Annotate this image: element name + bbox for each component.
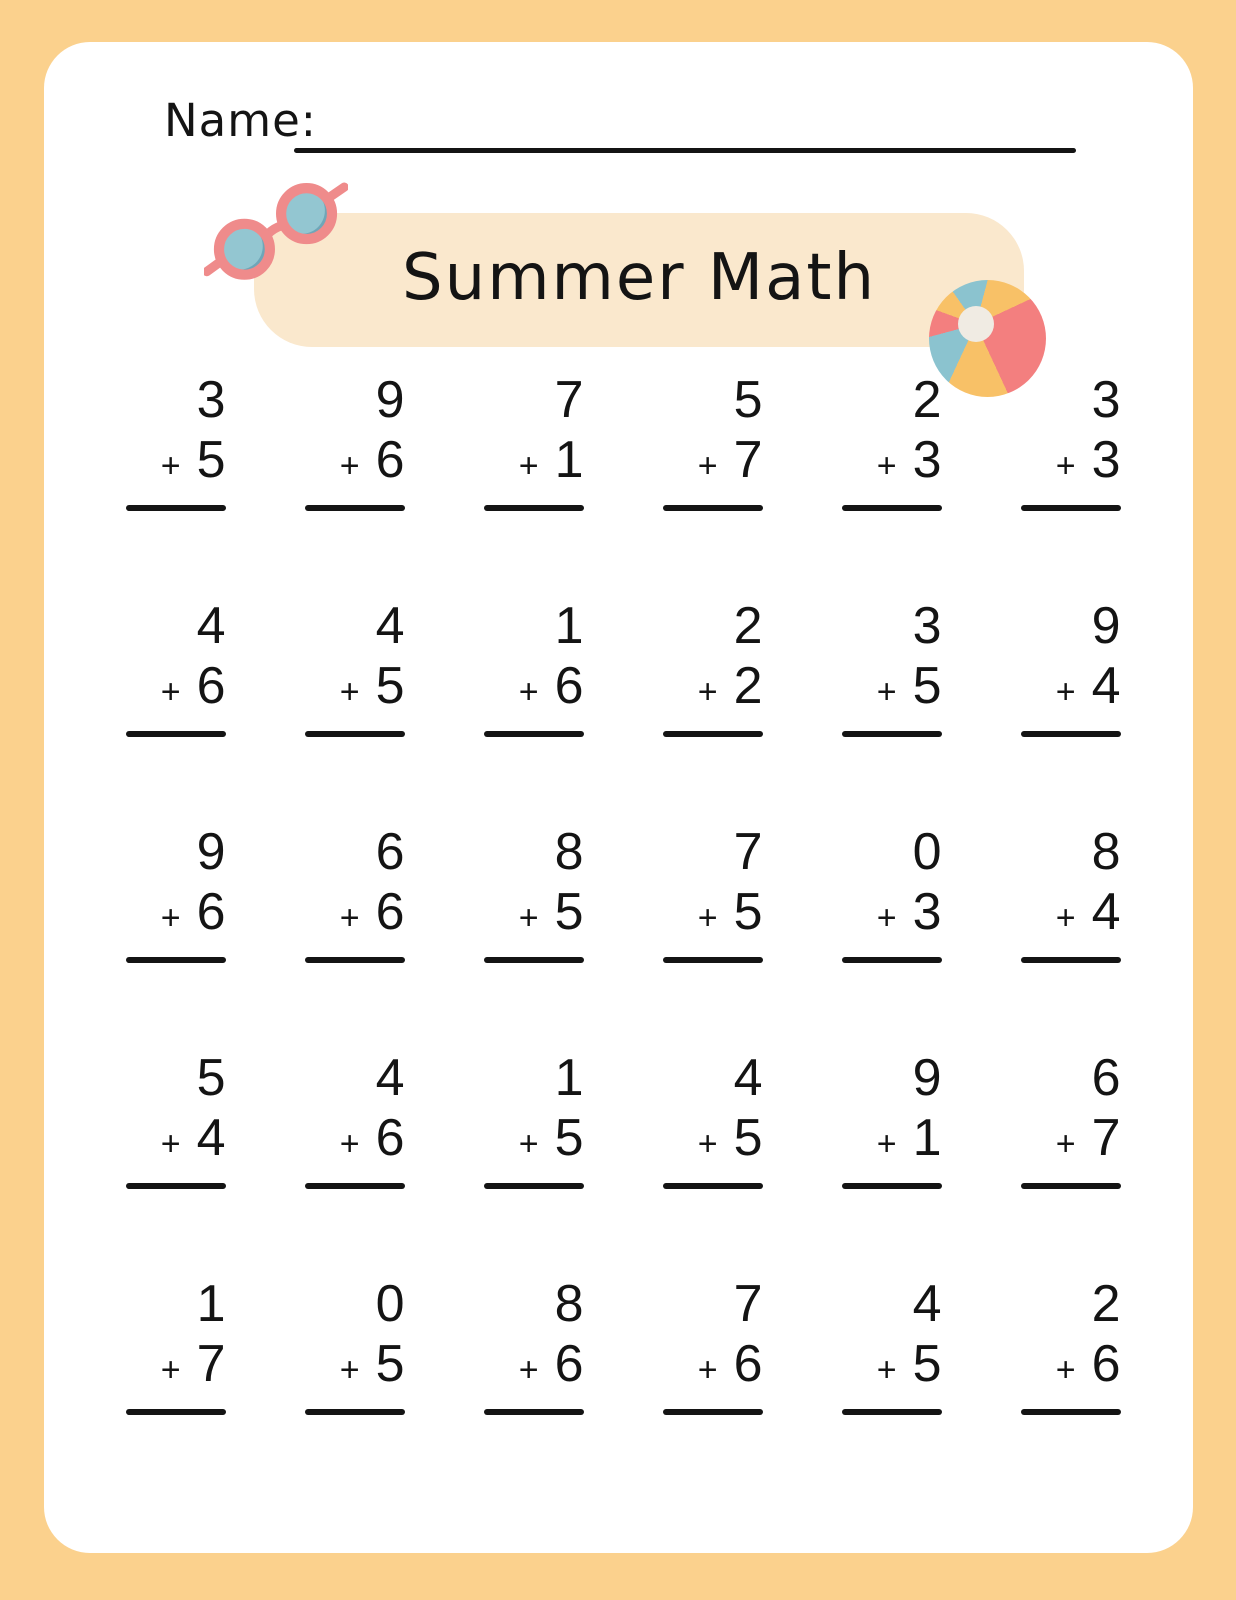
plus-sign: +	[697, 447, 718, 485]
addend-bottom: 5	[912, 1335, 942, 1393]
addend-bottom-row	[842, 1334, 942, 1400]
addend-bottom-row	[305, 430, 405, 496]
addition-problem	[663, 1274, 763, 1415]
addend-bottom-row	[484, 430, 584, 496]
plus-sign: +	[518, 673, 539, 711]
plus-sign: +	[876, 673, 897, 711]
addition-problem	[484, 596, 584, 737]
plus-sign: +	[518, 899, 539, 937]
answer-line	[305, 505, 405, 511]
addend-bottom: 6	[733, 1335, 763, 1393]
addend-top: 8	[1091, 823, 1121, 881]
addend-bottom-row	[663, 1334, 763, 1400]
answer-line	[305, 1183, 405, 1189]
plus-sign: +	[518, 447, 539, 485]
plus-sign: +	[339, 673, 360, 711]
answer-line	[484, 1183, 584, 1189]
addition-problem	[1021, 370, 1121, 511]
addition-problem	[484, 1274, 584, 1415]
addend-bottom-row	[484, 656, 584, 722]
addend-bottom: 6	[375, 1109, 405, 1167]
addend-bottom-row	[126, 1108, 226, 1174]
addition-problem	[305, 596, 405, 737]
plus-sign: +	[160, 447, 181, 485]
answer-line	[1021, 505, 1121, 511]
plus-sign: +	[160, 673, 181, 711]
addend-bottom: 1	[912, 1109, 942, 1167]
addend-bottom-row	[305, 1108, 405, 1174]
addend-bottom: 4	[196, 1109, 226, 1167]
plus-sign: +	[697, 1351, 718, 1389]
plus-sign: +	[160, 1125, 181, 1163]
addend-bottom-row	[484, 882, 584, 948]
answer-line	[126, 957, 226, 963]
addend-bottom-row	[842, 430, 942, 496]
addition-problem	[305, 1048, 405, 1189]
worksheet-card	[44, 42, 1193, 1553]
addend-bottom: 3	[912, 431, 942, 489]
plus-sign: +	[697, 673, 718, 711]
addition-problem	[126, 822, 226, 963]
addend-bottom-row	[1021, 430, 1121, 496]
plus-sign: +	[876, 1351, 897, 1389]
addend-bottom-row	[842, 656, 942, 722]
addition-problem	[663, 370, 763, 511]
addend-top: 9	[1091, 597, 1121, 655]
plus-sign: +	[339, 447, 360, 485]
plus-sign: +	[518, 1125, 539, 1163]
addend-bottom: 7	[1091, 1109, 1121, 1167]
addend-bottom: 1	[554, 431, 584, 489]
addend-top: 8	[554, 1275, 584, 1333]
addition-problem	[126, 596, 226, 737]
plus-sign: +	[339, 1125, 360, 1163]
plus-sign: +	[160, 1351, 181, 1389]
addend-bottom: 7	[196, 1335, 226, 1393]
addend-top: 1	[554, 1049, 584, 1107]
addend-top: 7	[554, 371, 584, 429]
answer-line	[1021, 1183, 1121, 1189]
addend-bottom: 6	[196, 883, 226, 941]
addend-top: 6	[375, 823, 405, 881]
addend-bottom-row	[126, 430, 226, 496]
addition-problem	[484, 822, 584, 963]
addition-problem	[842, 370, 942, 511]
answer-line	[1021, 731, 1121, 737]
name-label: Name:	[164, 94, 317, 147]
addend-bottom-row	[484, 1334, 584, 1400]
addend-top: 9	[912, 1049, 942, 1107]
addend-bottom-row	[484, 1108, 584, 1174]
plus-sign: +	[160, 899, 181, 937]
addition-problem	[1021, 1048, 1121, 1189]
answer-line	[305, 731, 405, 737]
plus-sign: +	[518, 1351, 539, 1389]
addend-top: 2	[733, 597, 763, 655]
addend-bottom: 6	[554, 1335, 584, 1393]
addition-problem	[1021, 596, 1121, 737]
addend-bottom-row	[305, 1334, 405, 1400]
addition-problem	[126, 1048, 226, 1189]
plus-sign: +	[1055, 1351, 1076, 1389]
addend-bottom: 5	[375, 1335, 405, 1393]
answer-line	[842, 731, 942, 737]
answer-line	[126, 505, 226, 511]
addend-top: 9	[375, 371, 405, 429]
addend-bottom: 3	[1091, 431, 1121, 489]
addend-bottom: 5	[554, 883, 584, 941]
addend-bottom-row	[663, 882, 763, 948]
answer-line	[663, 1409, 763, 1415]
addition-problem	[305, 370, 405, 511]
addend-top: 3	[1091, 371, 1121, 429]
answer-line	[484, 731, 584, 737]
addend-bottom-row	[126, 882, 226, 948]
addition-problem	[663, 1048, 763, 1189]
addend-bottom: 6	[375, 883, 405, 941]
answer-line	[484, 957, 584, 963]
addend-top: 9	[196, 823, 226, 881]
plus-sign: +	[1055, 673, 1076, 711]
addend-bottom: 4	[1091, 883, 1121, 941]
plus-sign: +	[697, 1125, 718, 1163]
addend-top: 7	[733, 1275, 763, 1333]
addend-bottom: 5	[375, 657, 405, 715]
plus-sign: +	[1055, 1125, 1076, 1163]
plus-sign: +	[876, 447, 897, 485]
answer-line	[663, 957, 763, 963]
addition-problem	[1021, 1274, 1121, 1415]
addend-bottom: 4	[1091, 657, 1121, 715]
addition-problem	[126, 370, 226, 511]
addend-bottom-row	[1021, 656, 1121, 722]
addend-top: 7	[733, 823, 763, 881]
addend-top: 6	[1091, 1049, 1121, 1107]
plus-sign: +	[697, 899, 718, 937]
answer-line	[663, 505, 763, 511]
plus-sign: +	[876, 1125, 897, 1163]
addend-top: 4	[375, 597, 405, 655]
addend-bottom-row	[1021, 1108, 1121, 1174]
answer-line	[842, 1183, 942, 1189]
addition-problem	[484, 1048, 584, 1189]
plus-sign: +	[1055, 899, 1076, 937]
answer-line	[842, 957, 942, 963]
answer-line	[305, 957, 405, 963]
addition-problem	[842, 1048, 942, 1189]
addition-problem	[842, 822, 942, 963]
addend-top: 4	[375, 1049, 405, 1107]
plus-sign: +	[339, 1351, 360, 1389]
addend-bottom-row	[1021, 1334, 1121, 1400]
addend-top: 1	[196, 1275, 226, 1333]
addend-top: 0	[912, 823, 942, 881]
answer-line	[1021, 1409, 1121, 1415]
plus-sign: +	[876, 899, 897, 937]
addend-bottom: 6	[375, 431, 405, 489]
worksheet-title: Summer Math	[402, 241, 876, 315]
addend-bottom: 5	[554, 1109, 584, 1167]
addition-problem	[126, 1274, 226, 1415]
answer-line	[126, 731, 226, 737]
addend-bottom: 5	[196, 431, 226, 489]
addend-top: 4	[912, 1275, 942, 1333]
answer-line	[484, 505, 584, 511]
addition-problem	[663, 596, 763, 737]
addend-top: 4	[733, 1049, 763, 1107]
answer-line	[1021, 957, 1121, 963]
addend-top: 8	[554, 823, 584, 881]
plus-sign: +	[1055, 447, 1076, 485]
addend-bottom: 2	[733, 657, 763, 715]
addend-bottom: 5	[733, 1109, 763, 1167]
addend-bottom: 5	[733, 883, 763, 941]
addend-bottom: 5	[912, 657, 942, 715]
answer-line	[663, 1183, 763, 1189]
addend-bottom-row	[305, 882, 405, 948]
addend-top: 1	[554, 597, 584, 655]
addend-bottom: 3	[912, 883, 942, 941]
addition-problem	[305, 1274, 405, 1415]
addend-bottom: 6	[1091, 1335, 1121, 1393]
addition-problem	[842, 1274, 942, 1415]
addend-bottom-row	[663, 656, 763, 722]
addend-top: 5	[196, 1049, 226, 1107]
addition-problem	[842, 596, 942, 737]
addition-problem	[663, 822, 763, 963]
addend-bottom-row	[126, 1334, 226, 1400]
name-blank-line	[294, 148, 1076, 153]
answer-line	[842, 1409, 942, 1415]
addend-bottom-row	[842, 1108, 942, 1174]
addend-top: 3	[912, 597, 942, 655]
addend-bottom: 6	[554, 657, 584, 715]
addend-top: 0	[375, 1275, 405, 1333]
addend-bottom: 7	[733, 431, 763, 489]
addend-bottom: 6	[196, 657, 226, 715]
addend-bottom-row	[663, 1108, 763, 1174]
addition-problem	[1021, 822, 1121, 963]
answer-line	[663, 731, 763, 737]
addend-bottom-row	[305, 656, 405, 722]
addend-bottom-row	[1021, 882, 1121, 948]
answer-line	[484, 1409, 584, 1415]
addend-bottom-row	[663, 430, 763, 496]
addition-problem	[305, 822, 405, 963]
addition-problem	[484, 370, 584, 511]
addend-top: 4	[196, 597, 226, 655]
addend-bottom-row	[842, 882, 942, 948]
sunglasses-icon	[204, 180, 348, 292]
addend-top: 2	[912, 371, 942, 429]
answer-line	[126, 1409, 226, 1415]
addend-top: 5	[733, 371, 763, 429]
answer-line	[842, 505, 942, 511]
addend-bottom-row	[126, 656, 226, 722]
plus-sign: +	[339, 899, 360, 937]
addend-top: 2	[1091, 1275, 1121, 1333]
addend-top: 3	[196, 371, 226, 429]
problems-grid	[86, 285, 1160, 1415]
answer-line	[305, 1409, 405, 1415]
answer-line	[126, 1183, 226, 1189]
